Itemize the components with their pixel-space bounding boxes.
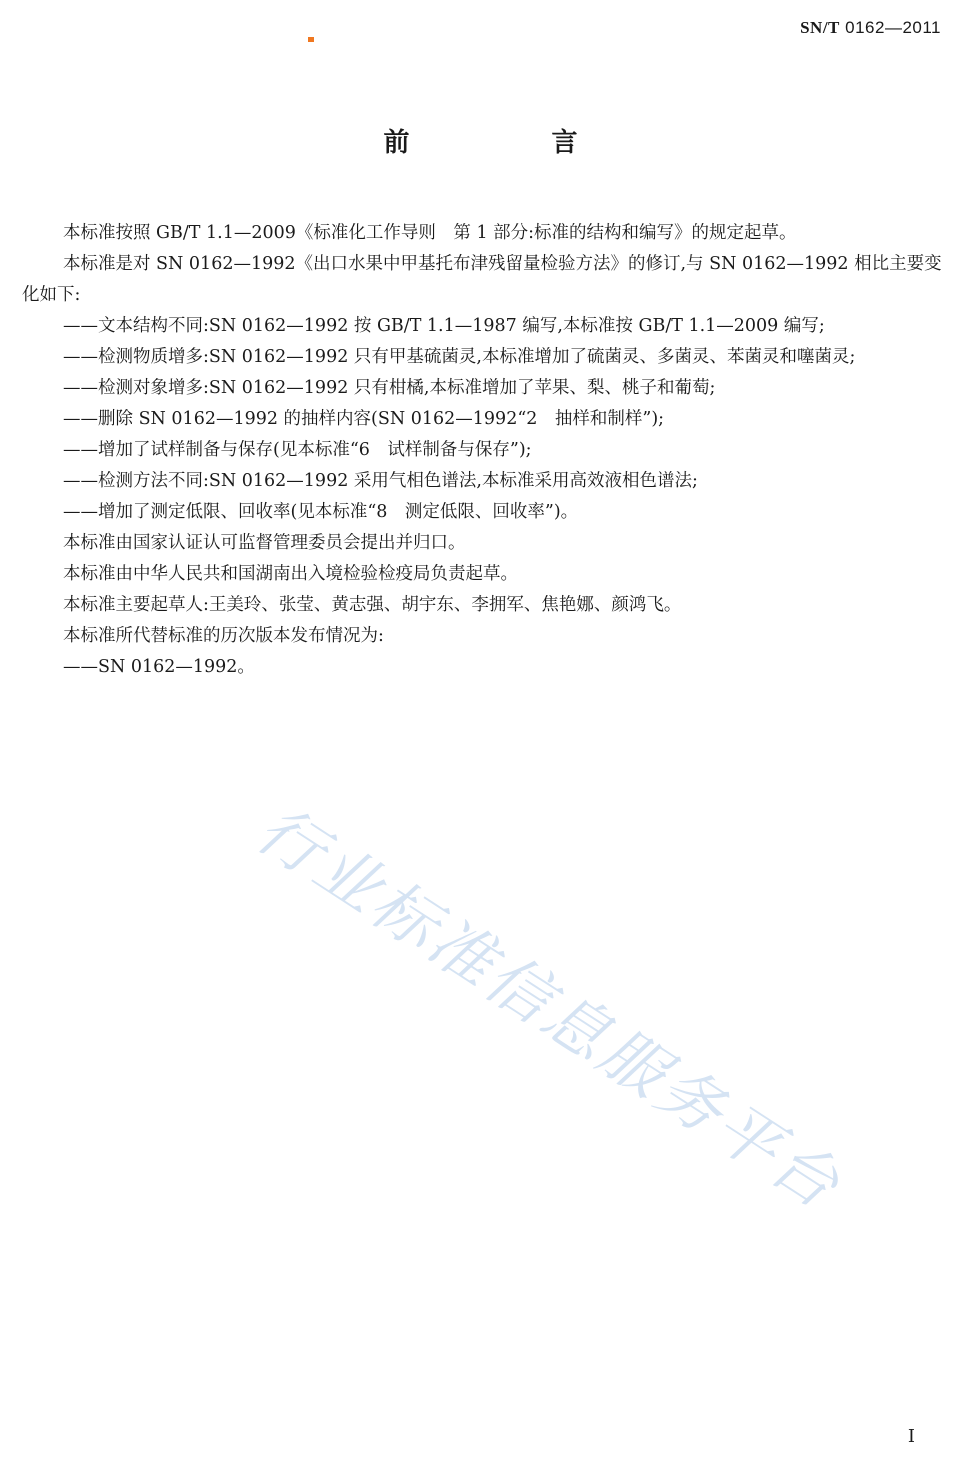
paragraph-proposer: 本标准由国家认证认可监督管理委员会提出并归口。	[63, 533, 466, 553]
change-item: ——增加了试样制备与保存(见本标准“6 试样制备与保存”);	[63, 440, 532, 460]
standard-code-number: 0162—2011	[845, 18, 941, 37]
change-item: ——增加了测定低限、回收率(见本标准“8 测定低限、回收率”)。	[63, 502, 579, 522]
orange-mark	[308, 37, 314, 42]
page-number: I	[907, 1426, 915, 1447]
change-item: ——检测对象增多:SN 0162—1992 只有柑橘,本标准增加了苹果、梨、桃子和葡萄;	[63, 378, 716, 398]
standard-code-prefix: SN/T	[800, 18, 840, 37]
paragraph-revision-note: 本标准是对 SN 0162—1992《出口水果中甲基托布津残留量检验方法》的修订,与 SN 0162—1992 相比主要变化如下:	[22, 254, 942, 305]
paragraph-drafting-rule: 本标准按照 GB/T 1.1—2009《标准化工作导则 第 1 部分:标准的结构和编写》的规定起草。	[63, 223, 797, 243]
page-title: 前 言	[383, 128, 636, 158]
change-item: ——检测方法不同:SN 0162—1992 采用气相色谱法,本标准采用高效液相色谱法;	[63, 471, 698, 491]
change-item: ——检测物质增多:SN 0162—1992 只有甲基硫菌灵,本标准增加了硫菌灵、多菌灵、苯菌灵和噻菌灵;	[63, 347, 856, 367]
change-item: ——删除 SN 0162—1992 的抽样内容(SN 0162—1992“2 抽样和制样”);	[63, 409, 665, 429]
change-item: ——文本结构不同:SN 0162—1992 按 GB/T 1.1—1987 编写,本标准按 GB/T 1.1—2009 编写;	[63, 316, 825, 336]
paragraph-history: 本标准所代替标准的历次版本发布情况为:	[63, 626, 384, 646]
document-body	[22, 218, 942, 683]
standard-code	[800, 18, 941, 38]
paragraph-drafters: 本标准主要起草人:王美玲、张莹、黄志强、胡宇东、李拥军、焦艳娜、颜鸿飞。	[63, 595, 682, 615]
watermark: 行业标准信息服务平台	[243, 792, 855, 1225]
previous-version-item: ——SN 0162—1992。	[63, 657, 255, 677]
paragraph-drafter-org: 本标准由中华人民共和国湖南出入境检验检疫局负责起草。	[63, 564, 518, 584]
